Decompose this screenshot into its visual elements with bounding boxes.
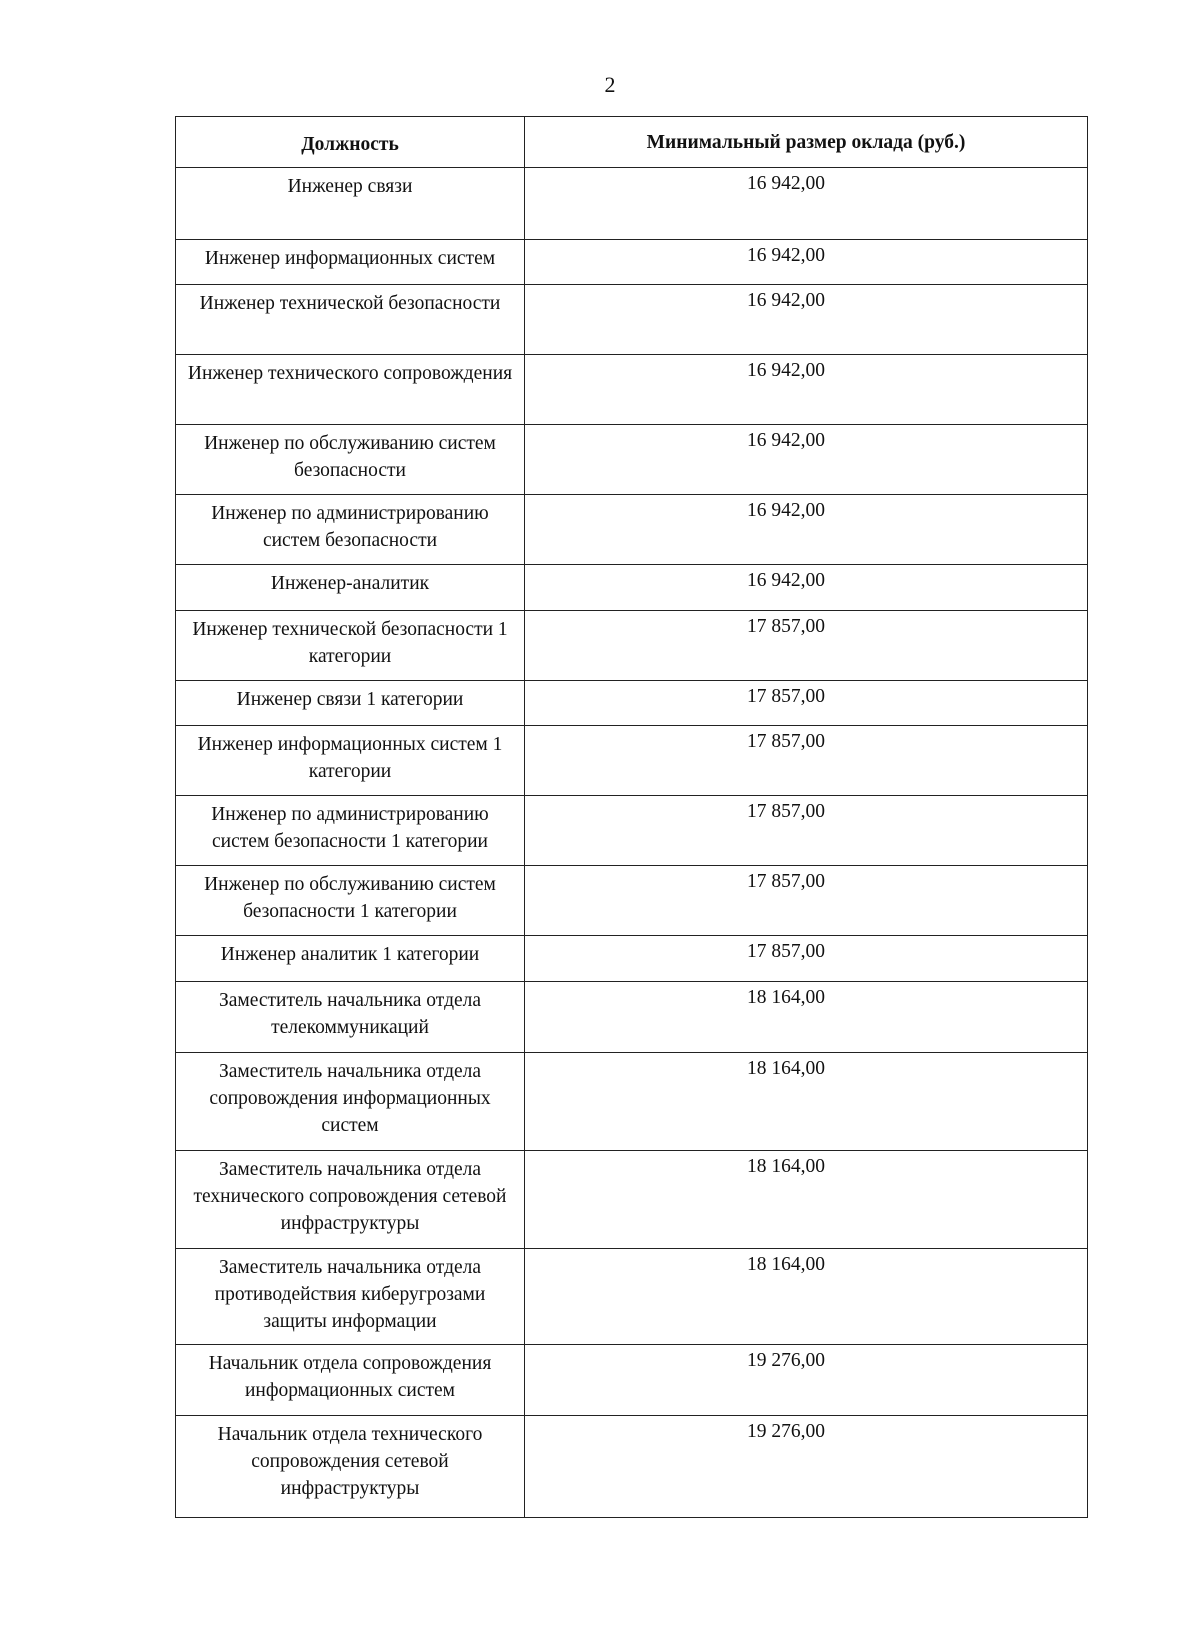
salary-cell: 16 942,00 <box>525 355 1088 425</box>
table-row <box>176 796 1088 866</box>
table-row <box>176 1249 1088 1345</box>
salary-table <box>175 116 1088 1518</box>
salary-cell: 16 942,00 <box>525 425 1088 495</box>
table-row <box>176 1053 1088 1151</box>
position-cell: Заместитель начальника отдела сопровождения информационных систем <box>176 1053 525 1151</box>
position-cell: Инженер технического сопровождения <box>176 355 525 425</box>
table-row <box>176 611 1088 681</box>
salary-cell: 19 276,00 <box>525 1416 1088 1518</box>
salary-cell: 18 164,00 <box>525 1053 1088 1151</box>
salary-cell: 18 164,00 <box>525 982 1088 1053</box>
salary-cell: 16 942,00 <box>525 285 1088 355</box>
table-row <box>176 1345 1088 1416</box>
position-cell: Заместитель начальника отдела технического сопровождения сетевой инфраструктуры <box>176 1151 525 1249</box>
salary-cell: 18 164,00 <box>525 1249 1088 1345</box>
table-row <box>176 936 1088 982</box>
salary-cell: 17 857,00 <box>525 796 1088 866</box>
position-cell: Инженер связи <box>176 168 525 240</box>
position-cell: Инженер технической безопасности 1 категории <box>176 611 525 681</box>
salary-cell: 17 857,00 <box>525 866 1088 936</box>
table-row <box>176 425 1088 495</box>
table-row <box>176 168 1088 240</box>
table-row <box>176 495 1088 565</box>
salary-cell: 17 857,00 <box>525 726 1088 796</box>
table-row <box>176 982 1088 1053</box>
header-position: Должность <box>176 117 525 168</box>
table-row <box>176 681 1088 726</box>
position-cell: Инженер технической безопасности <box>176 285 525 355</box>
page-number: 2 <box>604 72 616 97</box>
table-row <box>176 1151 1088 1249</box>
position-cell: Инженер по администрированию систем безопасности <box>176 495 525 565</box>
table-row <box>176 726 1088 796</box>
table-header-row <box>176 117 1088 168</box>
salary-cell: 17 857,00 <box>525 936 1088 982</box>
salary-cell: 16 942,00 <box>525 240 1088 285</box>
position-cell: Инженер информационных систем 1 категории <box>176 726 525 796</box>
table-row <box>176 565 1088 611</box>
table-row <box>176 285 1088 355</box>
position-cell: Инженер связи 1 категории <box>176 681 525 726</box>
position-cell: Заместитель начальника отдела телекоммуникаций <box>176 982 525 1053</box>
table-row <box>176 355 1088 425</box>
position-cell: Инженер-аналитик <box>176 565 525 611</box>
salary-cell: 18 164,00 <box>525 1151 1088 1249</box>
table-row <box>176 866 1088 936</box>
position-cell: Начальник отдела технического сопровождения сетевой инфраструктуры <box>176 1416 525 1518</box>
position-cell: Инженер аналитик 1 категории <box>176 936 525 982</box>
salary-cell: 17 857,00 <box>525 611 1088 681</box>
position-cell: Заместитель начальника отдела противодействия киберугрозами защиты информации <box>176 1249 525 1345</box>
position-cell: Инженер по обслуживанию систем безопасности <box>176 425 525 495</box>
position-cell: Начальник отдела сопровождения информационных систем <box>176 1345 525 1416</box>
header-salary: Минимальный размер оклада (руб.) <box>525 117 1088 168</box>
table-row <box>176 240 1088 285</box>
salary-cell: 16 942,00 <box>525 495 1088 565</box>
salary-cell: 17 857,00 <box>525 681 1088 726</box>
salary-cell: 19 276,00 <box>525 1345 1088 1416</box>
position-cell: Инженер по администрированию систем безопасности 1 категории <box>176 796 525 866</box>
position-cell: Инженер информационных систем <box>176 240 525 285</box>
position-cell: Инженер по обслуживанию систем безопасности 1 категории <box>176 866 525 936</box>
salary-cell: 16 942,00 <box>525 565 1088 611</box>
table-row <box>176 1416 1088 1518</box>
salary-cell: 16 942,00 <box>525 168 1088 240</box>
